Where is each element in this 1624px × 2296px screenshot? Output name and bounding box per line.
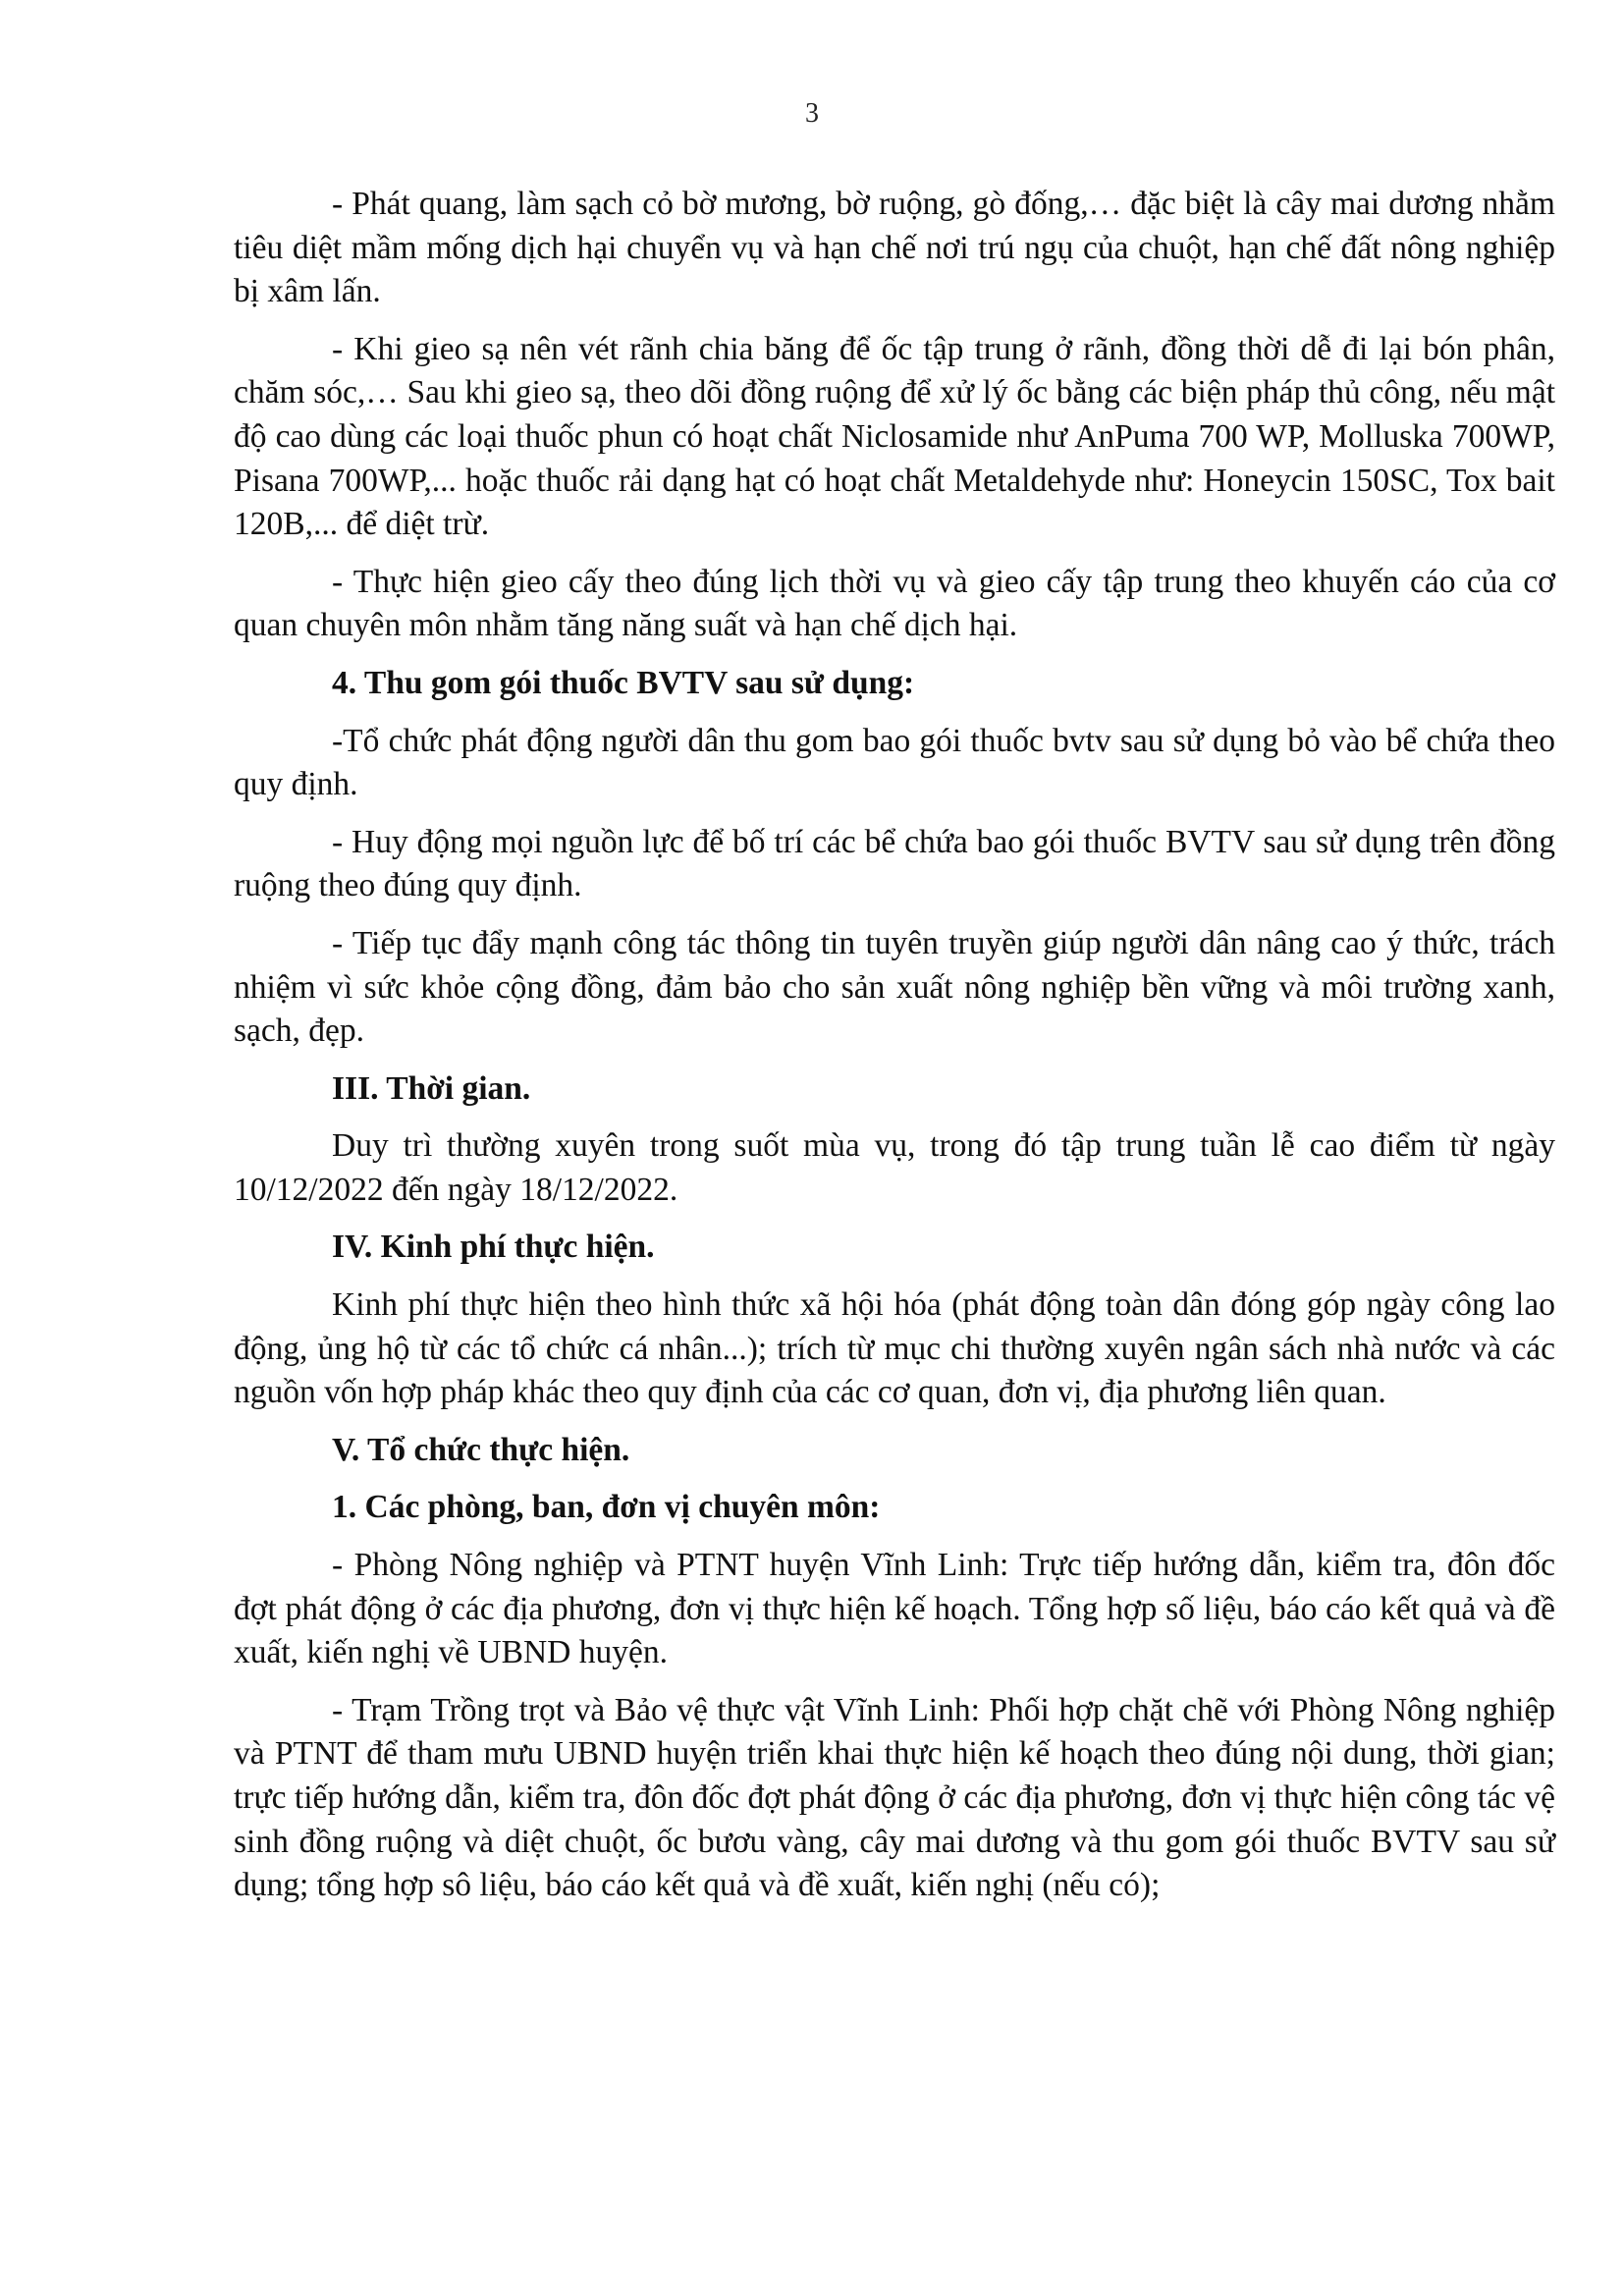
heading-time: III. Thời gian.	[332, 1069, 531, 1107]
document-body	[234, 183, 1555, 1922]
paragraph-agriculture-department: - Phòng Nông nghiệp và PTNT huyện Vĩnh Linh: Trực tiếp hướng dẫn, kiểm tra, đôn đốc đợt phát động ở các địa phương, đơn vị thực hiện kế hoạch. Tổng hợp số liệu, báo cáo kết quả và đề xuất, kiến nghị về UBND huyện.	[234, 1547, 1555, 1671]
paragraph-funding: Kinh phí thực hiện theo hình thức xã hội hóa (phát động toàn dân đóng góp ngày công lao động, ủng hộ từ các tổ chức cá nhân...); trích từ mục chi thường xuyên ngân sách nhà nước và các nguồn vốn hợp pháp khác theo quy định của các cơ quan, đơn vị, địa phương liên quan.	[234, 1286, 1555, 1411]
paragraph-install-containers: - Huy động mọi nguồn lực để bố trí các bể chứa bao gói thuốc BVTV sau sử dụng trên đồng ruộng theo đúng quy định.	[234, 823, 1555, 904]
heading-departments: 1. Các phòng, ban, đơn vị chuyên môn:	[332, 1489, 881, 1526]
page-number: 3	[805, 98, 819, 129]
heading-funding: IV. Kinh phí thực hiện.	[332, 1229, 655, 1266]
paragraph-propaganda: - Tiếp tục đẩy mạnh công tác thông tin tuyên truyền giúp người dân nâng cao ý thức, trách nhiệm vì sức khỏe cộng đồng, đảm bảo cho sản xuất nông nghiệp bền vững và môi trường xanh, sạch, đẹp.	[234, 924, 1555, 1050]
paragraph-clear-vegetation: - Phát quang, làm sạch cỏ bờ mương, bờ ruộng, gò đống,… đặc biệt là cây mai dương nhằm tiêu diệt mầm mống dịch hại chuyển vụ và hạn chế nơi trú ngụ của chuột, hạn chế đất nông nghiệp bị xâm lấn.	[234, 186, 1555, 310]
heading-collect-pesticide-packaging: 4. Thu gom gói thuốc BVTV sau sử dụng:	[332, 664, 915, 701]
heading-implementation: V. Tổ chức thực hiện.	[332, 1431, 630, 1468]
paragraph-plant-protection-station: - Trạm Trồng trọt và Bảo vệ thực vật Vĩnh Linh: Phối hợp chặt chẽ với Phòng Nông nghiệp và PTNT để tham mưu UBND huyện triển khai thực hiện kế hoạch theo đúng nội dung, thời gian; trực tiếp hướng dẫn, kiểm tra, đôn đốc đợt phát động ở các địa phương, đơn vị thực hiện công tác vệ sinh đồng ruộng và diệt chuột, ốc bươu vàng, cây mai dương và thu gom gói thuốc BVTV sau sử dụng; tổng hợp sô liệu, báo cáo kết quả và đề xuất, kiến nghị (nếu có);	[234, 1691, 1555, 1904]
paragraph-time-period: Duy trì thường xuyên trong suốt mùa vụ, trong đó tập trung tuần lễ cao điểm từ ngày 10/12/2022 đến ngày 18/12/2022.	[234, 1127, 1555, 1208]
paragraph-mobilize-collection: -Tổ chức phát động người dân thu gom bao gói thuốc bvtv sau sử dụng bỏ vào bể chứa theo quy định.	[234, 722, 1555, 803]
paragraph-snail-control: - Khi gieo sạ nên vét rãnh chia băng để ốc tập trung ở rãnh, đồng thời dễ đi lại bón phân, chăm sóc,… Sau khi gieo sạ, theo dõi đồng ruộng để xử lý ốc bằng các biện pháp thủ công, nếu mật độ cao dùng các loại thuốc phun có hoạt chất Niclosamide như AnPuma 700 WP, Molluska 700WP, Pisana 700WP,... hoặc thuốc rải dạng hạt có hoạt chất Metaldehyde như: Honeycin 150SC, Tox bait 120B,... để diệt trừ.	[234, 330, 1555, 543]
paragraph-planting-schedule: - Thực hiện gieo cấy theo đúng lịch thời vụ và gieo cấy tập trung theo khuyến cáo của cơ quan chuyên môn nhằm tăng năng suất và hạn chế dịch hại.	[234, 563, 1555, 644]
